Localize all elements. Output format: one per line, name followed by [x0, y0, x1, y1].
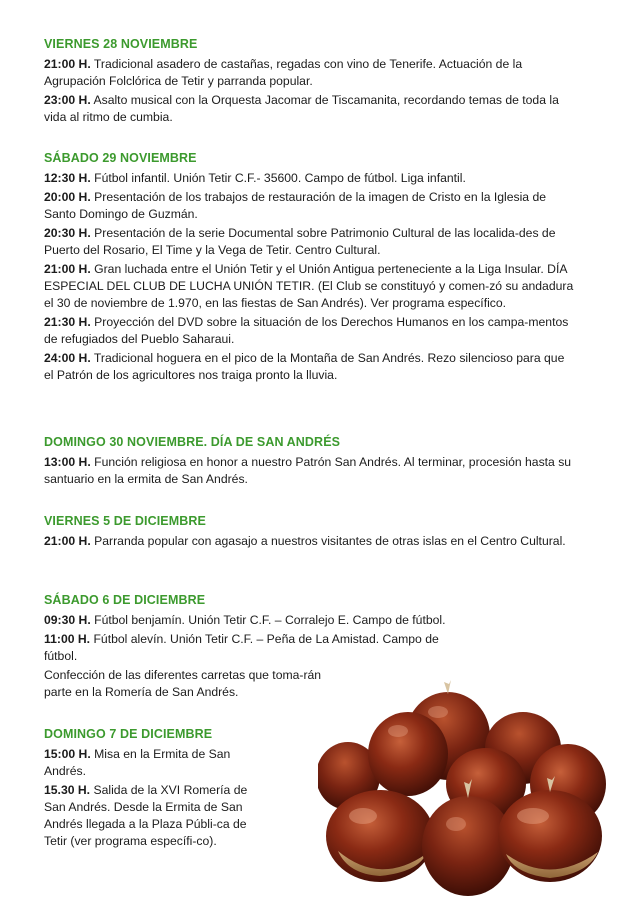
event-time: 21:00 H. — [44, 262, 91, 276]
event-text: Confección de las diferentes carretas que toma-rán parte en la Romería de San Andrés. — [44, 668, 322, 699]
event-item — [44, 225, 574, 259]
event-time: 11:00 H. — [44, 632, 91, 646]
event-time: 12:30 H. — [44, 171, 91, 185]
event-text: Tradicional asadero de castañas, regadas con vino de Tenerife. Actuación de la Agrupación Folclórica de Tetir y parranda popular. — [44, 57, 523, 88]
event-text: Asalto musical con la Orquesta Jacomar de Tiscamanita, recordando temas de toda la vida al ritmo de cumbia. — [44, 93, 559, 124]
event-text: Presentación de la serie Documental sobre Patrimonio Cultural de las localida-des de Puerto del Rosario, El Time y la Vega de Tetir. Centro Cultural. — [44, 226, 556, 257]
event-time: 20:00 H. — [44, 190, 91, 204]
event-time: 09:30 H. — [44, 613, 91, 627]
event-text: Fútbol alevín. Unión Tetir C.F. – Peña de La Amistad. Campo de fútbol. — [44, 632, 439, 663]
event-item — [44, 533, 574, 550]
day-heading: DOMINGO 30 NOVIEMBRE. DÍA DE SAN ANDRÉS — [44, 435, 341, 449]
event-time: 21:00 H. — [44, 534, 91, 548]
event-text: Parranda popular con agasajo a nuestros visitantes de otras islas en el Centro Cultural. — [94, 534, 566, 548]
event-text: Misa en la Ermita de San Andrés. — [44, 747, 231, 778]
event-item — [44, 261, 574, 312]
event-time: 21:30 H. — [44, 315, 91, 329]
day-heading: SÁBADO 6 DE DICIEMBRE — [44, 593, 206, 607]
day-heading: DOMINGO 7 DE DICIEMBRE — [44, 727, 213, 741]
event-text: Presentación de los trabajos de restauración de la imagen de Cristo en la Iglesia de Santo Domingo de Guzmán. — [44, 190, 547, 221]
section-viernes-28 — [44, 36, 574, 128]
event-text: Fútbol infantil. Unión Tetir C.F.- 35600. Campo de fútbol. Liga infantil. — [94, 171, 466, 185]
event-item — [44, 92, 574, 126]
event-time: 15.30 H. — [44, 783, 91, 797]
event-item — [44, 612, 574, 629]
event-time: 23:00 H. — [44, 93, 91, 107]
event-item — [44, 746, 254, 780]
event-time: 21:00 H. — [44, 57, 91, 71]
day-heading: VIERNES 5 DE DICIEMBRE — [44, 514, 206, 528]
day-heading: VIERNES 28 NOVIEMBRE — [44, 37, 198, 51]
event-text: Gran luchada entre el Unión Tetir y el Unión Antigua perteneciente a la Liga Insular. DÍA ESPECIAL DEL CLUB DE LUCHA UNIÓN TETIR. (El Club se constituyó y comen-zó su andadura el 30 de noviembre de 1.970, en las fiestas de San Andrés). Ver programa específico. — [44, 262, 574, 310]
section-domingo-30 — [44, 434, 574, 490]
event-item — [44, 170, 574, 187]
event-item — [44, 631, 454, 665]
section-sabado-29 — [44, 150, 574, 386]
event-item — [44, 782, 254, 850]
event-text: Salida de la XVI Romería de San Andrés. Desde la Ermita de San Andrés llegada a la Plaza Públi-ca de Tetir (ver programa específi-co). — [44, 783, 248, 848]
event-time: 15:00 H. — [44, 747, 91, 761]
event-time: 20:30 H. — [44, 226, 91, 240]
event-item — [44, 189, 574, 223]
event-item — [44, 350, 574, 384]
chestnuts-photo-icon — [318, 676, 618, 906]
event-item — [44, 314, 574, 348]
event-text: Tradicional hoguera en el pico de la Montaña de San Andrés. Rezo silencioso para que el Patrón de los agricultores nos traiga pronto la lluvia. — [44, 351, 565, 382]
event-text: Proyección del DVD sobre la situación de los Derechos Humanos en los campa-mentos de refugiados del Pueblo Saharaui. — [44, 315, 569, 346]
event-time: 24:00 H. — [44, 351, 91, 365]
event-item — [44, 56, 574, 90]
event-item — [44, 667, 329, 701]
event-time: 13:00 H. — [44, 455, 91, 469]
event-item — [44, 454, 574, 488]
event-text: Fútbol benjamín. Unión Tetir C.F. – Corralejo E. Campo de fútbol. — [94, 613, 446, 627]
section-viernes-5 — [44, 513, 574, 552]
day-heading: SÁBADO 29 NOVIEMBRE — [44, 151, 197, 165]
event-text: Función religiosa en honor a nuestro Patrón San Andrés. Al terminar, procesión hasta su santuario en la ermita de San Andrés. — [44, 455, 572, 486]
